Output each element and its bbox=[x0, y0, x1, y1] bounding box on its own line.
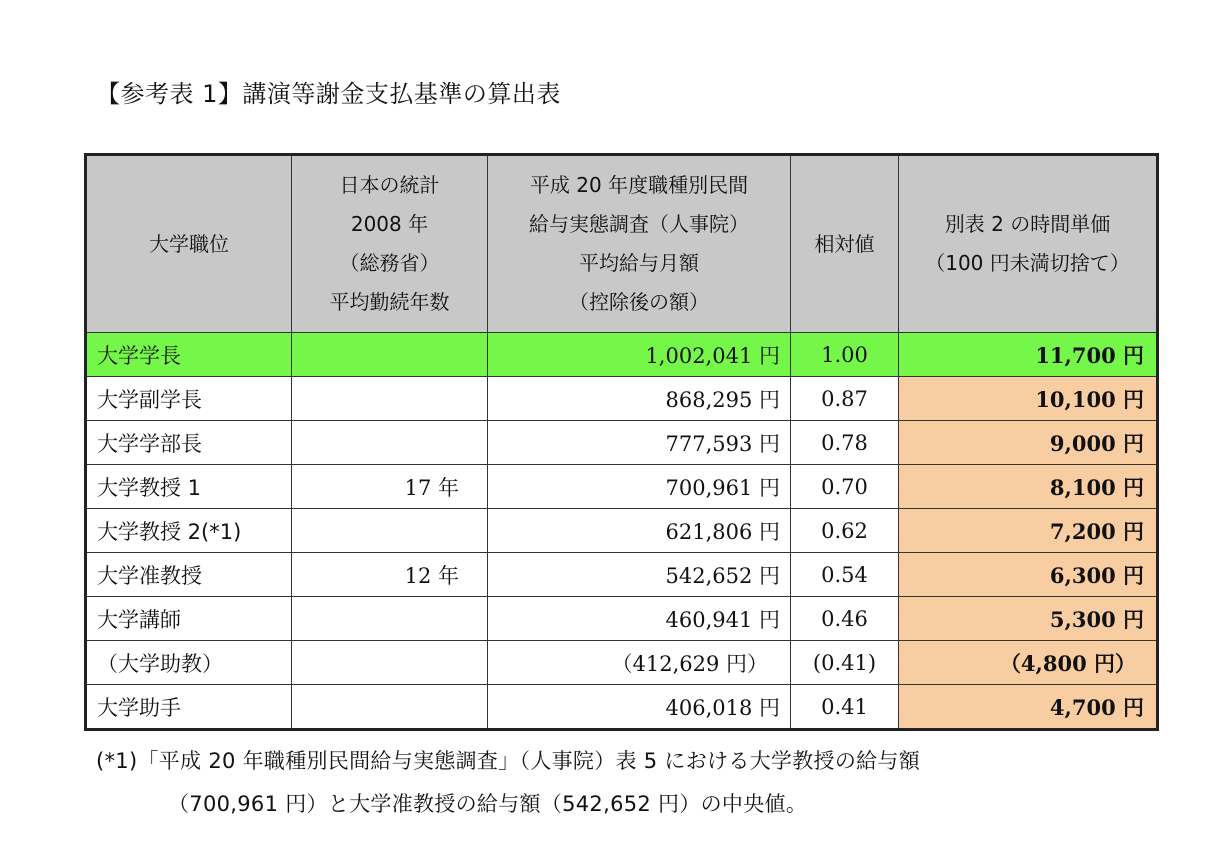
cell-relative: 1.00 bbox=[791, 333, 899, 377]
reference-table bbox=[84, 153, 1159, 731]
cell-hourly-rate: 4,700 円 bbox=[899, 685, 1158, 730]
table-row bbox=[86, 333, 1158, 377]
cell-salary: 777,593 円 bbox=[488, 421, 791, 465]
cell-relative: 0.46 bbox=[791, 597, 899, 641]
cell-position: 大学学長 bbox=[86, 333, 292, 377]
table-row bbox=[86, 465, 1158, 509]
cell-position: 大学講師 bbox=[86, 597, 292, 641]
table-row bbox=[86, 421, 1158, 465]
cell-relative: 0.87 bbox=[791, 377, 899, 421]
cell-years bbox=[292, 377, 488, 421]
cell-years: 17 年 bbox=[292, 465, 488, 509]
cell-relative: (0.41) bbox=[791, 641, 899, 685]
header-relative-value: 相対値 bbox=[791, 155, 899, 333]
cell-years bbox=[292, 421, 488, 465]
cell-relative: 0.70 bbox=[791, 465, 899, 509]
cell-relative: 0.54 bbox=[791, 553, 899, 597]
cell-years bbox=[292, 597, 488, 641]
cell-years: 12 年 bbox=[292, 553, 488, 597]
cell-salary: 700,961 円 bbox=[488, 465, 791, 509]
cell-salary: （412,629 円） bbox=[488, 641, 791, 685]
cell-hourly-rate: （4,800 円） bbox=[899, 641, 1158, 685]
page-title: 【参考表 1】講演等謝金支払基準の算出表 bbox=[96, 80, 561, 108]
table-row bbox=[86, 377, 1158, 421]
table-row bbox=[86, 509, 1158, 553]
cell-years bbox=[292, 509, 488, 553]
cell-position: 大学助手 bbox=[86, 685, 292, 730]
cell-position: 大学副学長 bbox=[86, 377, 292, 421]
cell-hourly-rate: 7,200 円 bbox=[899, 509, 1158, 553]
header-service-years: 日本の統計 2008 年 （総務省） 平均勤続年数 bbox=[292, 155, 488, 333]
cell-salary: 621,806 円 bbox=[488, 509, 791, 553]
table-row bbox=[86, 597, 1158, 641]
cell-hourly-rate: 8,100 円 bbox=[899, 465, 1158, 509]
cell-years bbox=[292, 685, 488, 730]
cell-hourly-rate: 6,300 円 bbox=[899, 553, 1158, 597]
footnote-line-1: (*1)「平成 20 年職種別民間給与実態調査」（人事院）表 5 における大学教授の給与額 bbox=[96, 749, 921, 773]
cell-position: 大学学部長 bbox=[86, 421, 292, 465]
footnote-line-2: （700,961 円）と大学准教授の給与額（542,652 円）の中央値。 bbox=[168, 792, 808, 816]
cell-years bbox=[292, 641, 488, 685]
cell-salary: 1,002,041 円 bbox=[488, 333, 791, 377]
header-monthly-salary: 平成 20 年度職種別民間 給与実態調査（人事院） 平均給与月額 （控除後の額） bbox=[488, 155, 791, 333]
cell-relative: 0.41 bbox=[791, 685, 899, 730]
cell-position: 大学教授 2(*1) bbox=[86, 509, 292, 553]
cell-salary: 460,941 円 bbox=[488, 597, 791, 641]
cell-hourly-rate: 11,700 円 bbox=[899, 333, 1158, 377]
cell-relative: 0.78 bbox=[791, 421, 899, 465]
header-row bbox=[86, 155, 1158, 333]
cell-position: 大学教授 1 bbox=[86, 465, 292, 509]
cell-years bbox=[292, 333, 488, 377]
cell-position: （大学助教） bbox=[86, 641, 292, 685]
cell-position: 大学准教授 bbox=[86, 553, 292, 597]
cell-relative: 0.62 bbox=[791, 509, 899, 553]
cell-salary: 542,652 円 bbox=[488, 553, 791, 597]
cell-hourly-rate: 9,000 円 bbox=[899, 421, 1158, 465]
table-row bbox=[86, 685, 1158, 730]
cell-salary: 406,018 円 bbox=[488, 685, 791, 730]
cell-hourly-rate: 5,300 円 bbox=[899, 597, 1158, 641]
table-row bbox=[86, 553, 1158, 597]
table-row bbox=[86, 641, 1158, 685]
cell-hourly-rate: 10,100 円 bbox=[899, 377, 1158, 421]
cell-salary: 868,295 円 bbox=[488, 377, 791, 421]
header-position: 大学職位 bbox=[86, 155, 292, 333]
header-hourly-rate: 別表 2 の時間単価 （100 円未満切捨て） bbox=[899, 155, 1158, 333]
